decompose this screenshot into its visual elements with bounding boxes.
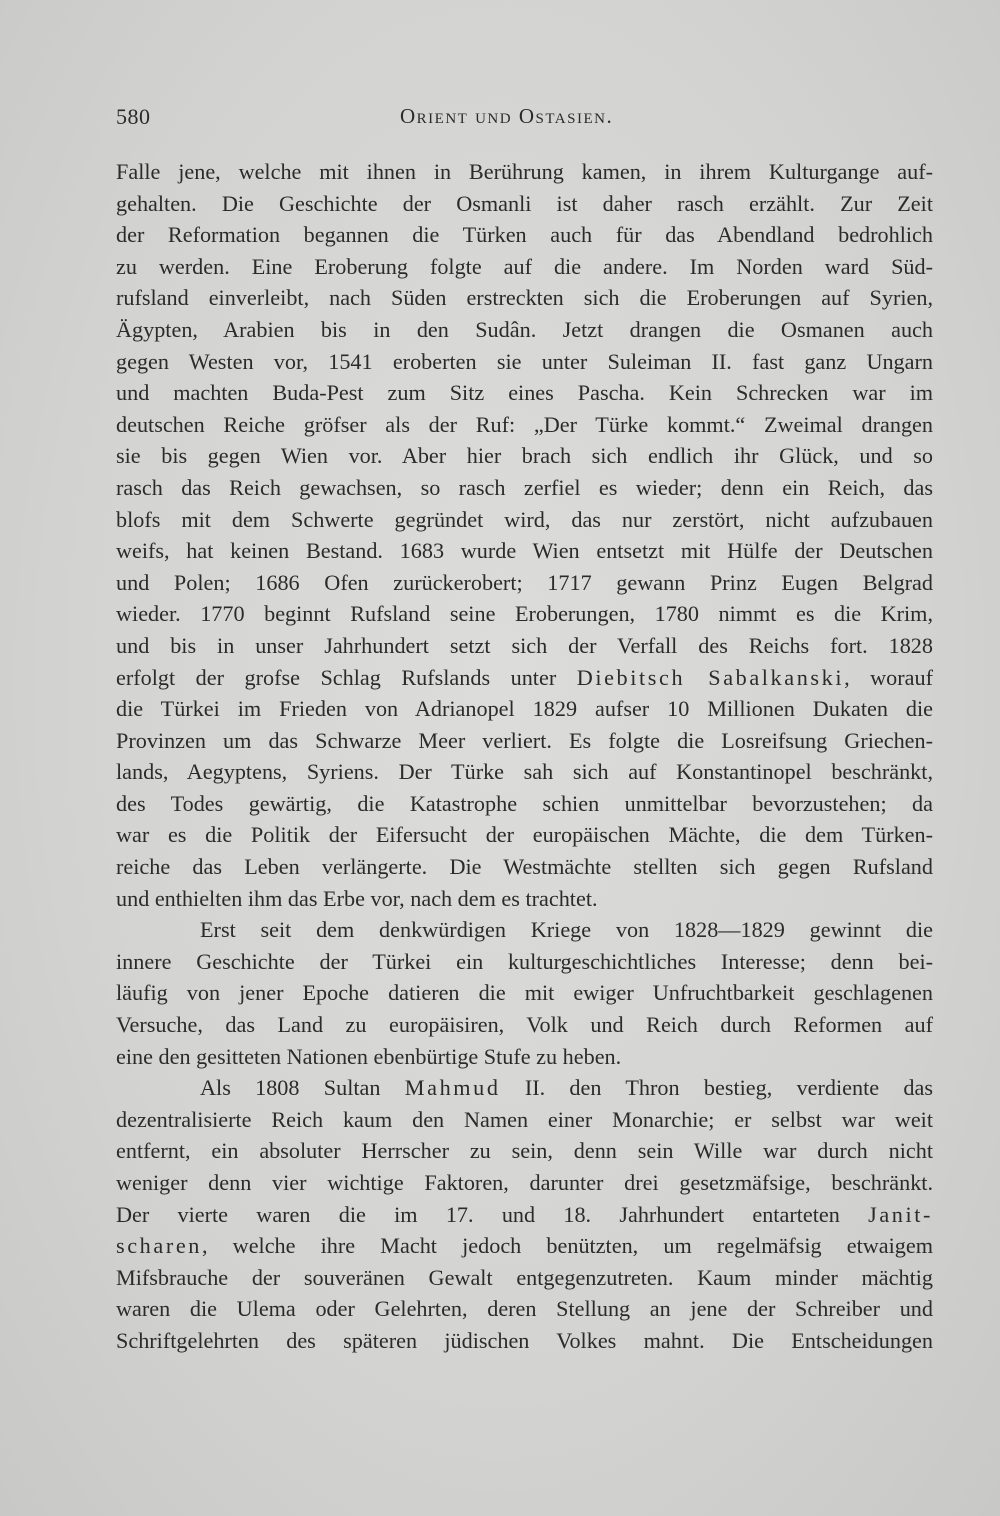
text-line: sie bis gegen Wien vor. Aber hier brach sich endlich ihr Glück, und so — [116, 443, 933, 469]
text-line: der Reformation begannen die Türken auch für das Abendland bedrohlich — [116, 222, 933, 248]
text-line: deutschen Reiche gröfser als der Ruf: „Der Türke kommt.“ Zweimal drangen — [116, 411, 933, 437]
text-line — [116, 662, 933, 694]
spaced-name: Diebitsch Sabalkanski — [576, 664, 845, 690]
text-segment: erfolgt der grofse Schlag Rufslands unter — [116, 664, 577, 690]
page-number: 580 — [116, 104, 151, 129]
body-text — [116, 156, 933, 1357]
text-line: innere Geschichte der Türkei ein kulturgeschichtliches Interesse; denn bei- — [116, 948, 933, 974]
text-segment: , welche ihre Macht jedoch benützten, um regelmäfsig etwaigem — [201, 1233, 933, 1259]
text-line: wieder. 1770 beginnt Rufsland seine Eroberungen, 1780 nimmt es die Krim, — [116, 601, 933, 627]
text-line: war es die Politik der Eifersucht der europäischen Mächte, die dem Türken- — [116, 822, 933, 848]
text-line: Ägypten, Arabien bis in den Sudân. Jetzt drangen die Osmanen auch — [116, 316, 933, 342]
text-line: rufsland einverleibt, nach Süden erstreckten sich die Eroberungen auf Syrien, — [116, 285, 933, 311]
running-head — [116, 98, 931, 138]
text-line: Versuche, das Land zu europäisiren, Volk und Reich durch Reformen auf — [116, 1012, 933, 1038]
text-line: zu werden. Eine Eroberung folgte auf die andere. Im Norden ward Süd- — [116, 253, 933, 279]
text-line — [116, 1230, 933, 1262]
text-line: waren die Ulema oder Gelehrten, deren Stellung an jene der Schreiber und — [116, 1296, 933, 1322]
running-title: Orient und Ostasien. — [400, 104, 614, 128]
text-line — [116, 1199, 933, 1231]
text-line: läufig von jener Epoche datieren die mit ewiger Unfruchtbarkeit geschlagenen — [116, 980, 933, 1006]
text-line: blofs mit dem Schwerte gegründet wird, das nur zerstört, nicht aufzubauen — [116, 506, 933, 532]
text-segment: Als 1808 Sultan — [200, 1075, 405, 1101]
text-segment: , worauf — [844, 664, 933, 690]
text-line: des Todes gewärtig, die Katastrophe schien unmittelbar bevorzustehen; da — [116, 790, 933, 816]
text-line: Mifsbrauche der souveränen Gewalt entgegenzutreten. Kaum minder mächtig — [116, 1264, 933, 1290]
spaced-name: Mahmud — [404, 1075, 501, 1101]
text-line: lands, Aegyptens, Syriens. Der Türke sah sich auf Konstantinopel beschränkt, — [116, 759, 933, 785]
text-line: reiche das Leben verlängerte. Die Westmächte stellten sich gegen Rufsland — [116, 854, 933, 880]
spaced-name: scharen — [116, 1233, 202, 1259]
text-line: gegen Westen vor, 1541 eroberten sie unter Suleiman II. fast ganz Ungarn — [116, 348, 933, 374]
text-line: Falle jene, welche mit ihnen in Berührung kamen, in ihrem Kulturgange auf- — [116, 159, 933, 184]
text-line: entfernt, ein absoluter Herrscher zu sein, denn sein Wille war durch nicht — [116, 1138, 933, 1164]
text-line: gehalten. Die Geschichte der Osmanli ist daher rasch erzählt. Zur Zeit — [116, 190, 933, 216]
text-line: und Polen; 1686 Ofen zurückerobert; 1717 gewann Prinz Eugen Belgrad — [116, 569, 933, 595]
paragraph-first-line — [116, 1072, 933, 1104]
paragraph-last-line: und enthielten ihm das Erbe vor, nach dem es trachtet. — [116, 885, 598, 911]
text-line: weifs, hat keinen Bestand. 1683 wurde Wien entsetzt mit Hülfe der Deutschen — [116, 538, 933, 564]
spaced-name: Janit- — [868, 1201, 933, 1227]
text-line: rasch das Reich gewachsen, so rasch zerfiel es wieder; denn ein Reich, das — [116, 474, 933, 500]
text-line: Schriftgelehrten des späteren jüdischen Volkes mahnt. Die Entscheidungen — [116, 1327, 933, 1353]
text-line: Provinzen um das Schwarze Meer verliert. Es folgte die Losreifsung Griechen- — [116, 727, 933, 753]
text-segment: II. den Thron bestieg, verdiente das — [500, 1075, 933, 1101]
text-line: weniger denn vier wichtige Faktoren, darunter drei gesetzmäfsige, beschränkt. — [116, 1170, 933, 1195]
text-line: die Türkei im Frieden von Adrianopel 1829 aufser 10 Millionen Dukaten die — [116, 696, 933, 722]
text-line: und bis in unser Jahrhundert setzt sich der Verfall des Reichs fort. 1828 — [116, 632, 933, 658]
paragraph-first-line: Erst seit dem denkwürdigen Kriege von 1828—1829 gewinnt die — [200, 917, 933, 943]
paragraph-last-line: eine den gesitteten Nationen ebenbürtige Stufe zu heben. — [116, 1043, 622, 1069]
text-line: dezentralisierte Reich kaum den Namen einer Monarchie; er selbst war weit — [116, 1106, 933, 1132]
text-segment: Der vierte waren die im 17. und 18. Jahrhundert entarteten — [116, 1201, 869, 1227]
text-line: und machten Buda-Pest zum Sitz eines Pascha. Kein Schrecken war im — [116, 380, 933, 406]
